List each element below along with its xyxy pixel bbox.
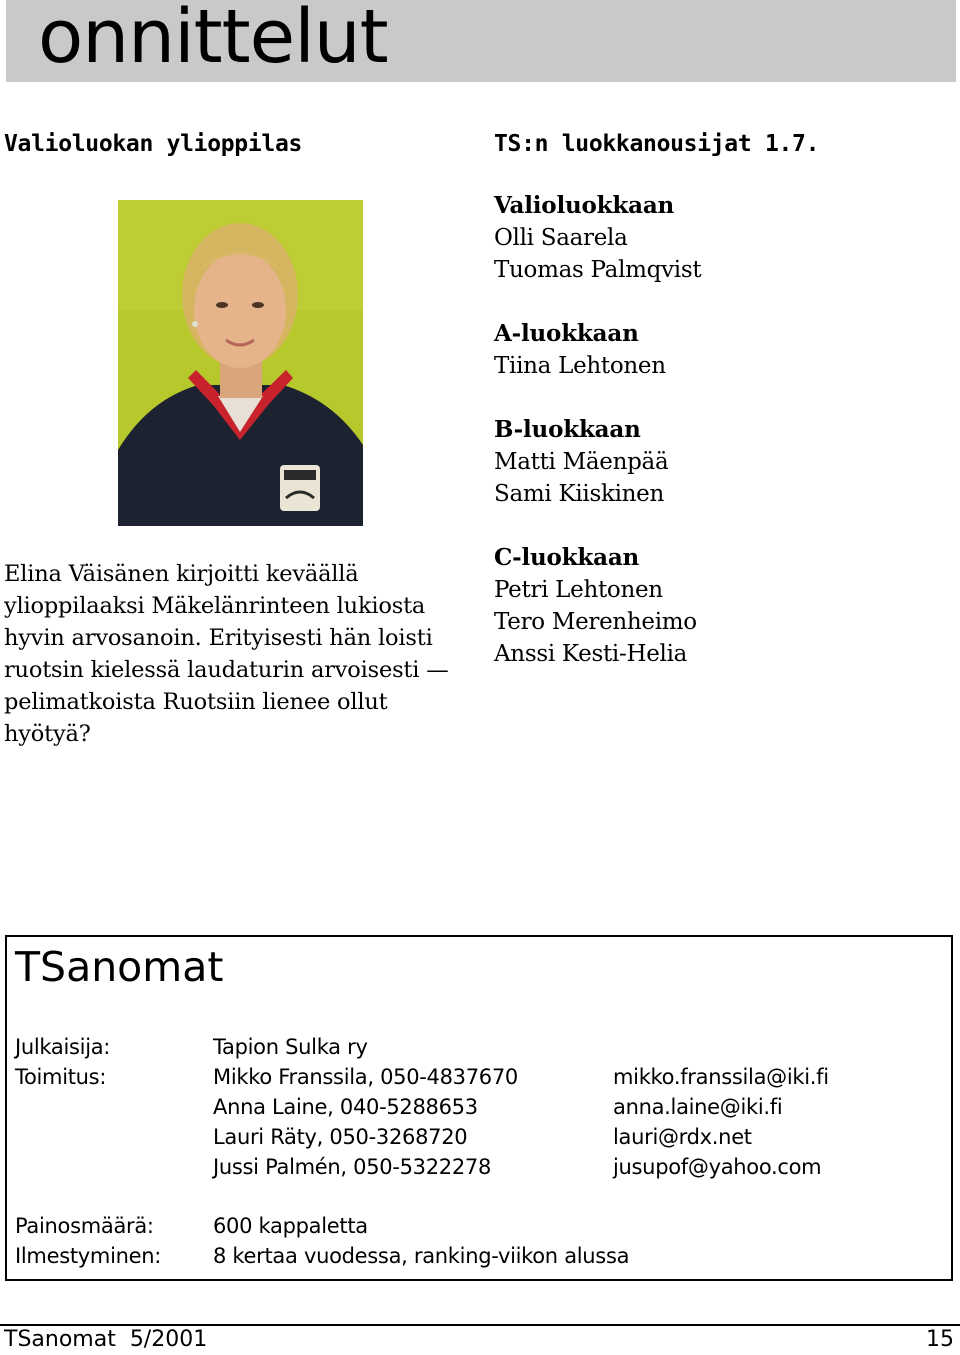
- masthead-title: TSanomat: [15, 943, 224, 991]
- player-name: Tero Merenheimo: [494, 609, 697, 635]
- editor-email[interactable]: mikko.franssila@iki.fi: [613, 1065, 829, 1089]
- article-text: [4, 558, 474, 750]
- frequency-value: 8 kertaa vuodessa, ranking-viikon alussa: [213, 1244, 630, 1268]
- player-name: Matti Mäenpää: [494, 449, 669, 475]
- editor-name: Mikko Franssila, 050-4837670: [213, 1065, 518, 1089]
- player-name: Sami Kiiskinen: [494, 481, 664, 507]
- player-name: Tuomas Palmqvist: [494, 257, 702, 283]
- article-line: ylioppilaaksi Mäkelänrinteen lukiosta: [4, 593, 426, 619]
- promotion-group: [494, 414, 934, 510]
- right-column-heading: TS:n luokkanousijat 1.7.: [494, 131, 820, 157]
- promotion-group: [494, 190, 934, 286]
- player-name: Petri Lehtonen: [494, 577, 663, 603]
- left-column-heading: Valioluokan ylioppilas: [4, 131, 303, 157]
- publisher-value: Tapion Sulka ry: [213, 1035, 368, 1059]
- article-line: ruotsin kielessä laudaturin arvoisesti —: [4, 657, 449, 683]
- promotion-class: A-luokkaan: [494, 320, 639, 347]
- editor-email[interactable]: lauri@rdx.net: [613, 1125, 752, 1149]
- title-banner: [6, 0, 956, 82]
- masthead-box: [5, 935, 953, 1281]
- player-name: Olli Saarela: [494, 225, 628, 251]
- page-number: 15: [926, 1327, 954, 1352]
- frequency-label: Ilmestyminen:: [15, 1244, 162, 1268]
- editor-name: Jussi Palmén, 050-5322278: [213, 1155, 492, 1179]
- article-line: Elina Väisänen kirjoitti keväällä: [4, 561, 359, 587]
- editor-email[interactable]: jusupof@yahoo.com: [613, 1155, 822, 1179]
- article-line: pelimatkoista Ruotsiin lienee ollut: [4, 689, 388, 715]
- print-run-value: 600 kappaletta: [213, 1214, 368, 1238]
- print-run-label: Painosmäärä:: [15, 1214, 154, 1238]
- page-title: onnittelut: [38, 0, 388, 80]
- article-line: hyvin arvosanoin. Erityisesti hän loisti: [4, 625, 433, 651]
- editor-email[interactable]: anna.laine@iki.fi: [613, 1095, 783, 1119]
- promotion-group: [494, 542, 934, 670]
- promotion-class: Valioluokkaan: [494, 192, 675, 219]
- editor-name: Anna Laine, 040-5288653: [213, 1095, 478, 1119]
- player-name: Anssi Kesti-Helia: [494, 641, 688, 667]
- article-line: hyötyä?: [4, 721, 91, 747]
- promotions-list: [494, 190, 934, 702]
- promotion-class: B-luokkaan: [494, 416, 641, 443]
- publisher-label: Julkaisija:: [15, 1035, 111, 1059]
- editors-label: Toimitus:: [15, 1065, 107, 1089]
- promotion-group: [494, 318, 934, 382]
- editor-name: Lauri Räty, 050-3268720: [213, 1125, 468, 1149]
- player-name: Tiina Lehtonen: [494, 353, 666, 379]
- promotion-class: C-luokkaan: [494, 544, 640, 571]
- portrait-photo: [118, 200, 363, 526]
- footer-issue: TSanomat 5/2001: [4, 1327, 208, 1352]
